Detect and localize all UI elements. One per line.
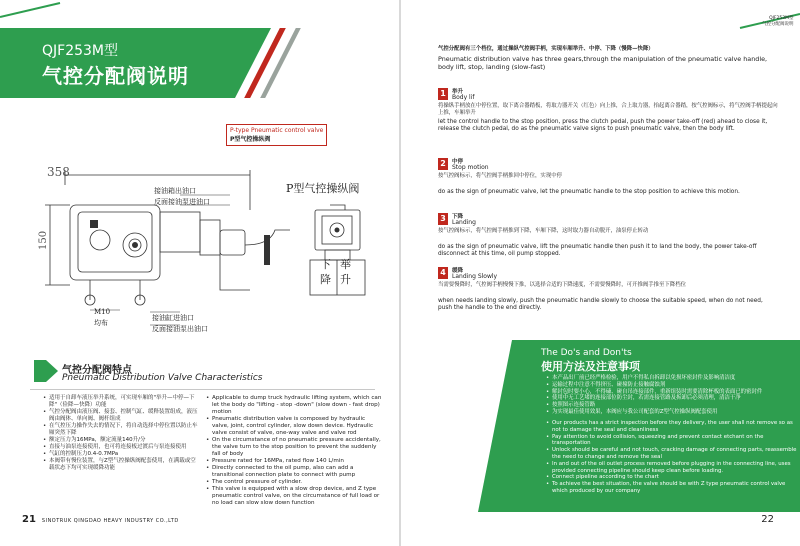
list-item: • 直接与油泵连接使用，也可将连接板过渡后与泵连接使用	[49, 444, 199, 451]
step-title-cn: 下降	[452, 214, 464, 220]
step-title-cn: 缓降	[452, 268, 464, 274]
drawing-label: P型气控操纵阀	[286, 182, 360, 195]
list-item: • 适用于自卸车液压举升系统，可实现车厢的"举升—中停—下降"（俭降—快降）功能	[49, 395, 199, 409]
step-text-en: when needs landing slowly, push the pneumatic handle slowly to choose the suitable speed, when do not need, push the handle to the end directly.	[438, 298, 763, 311]
step-text-cn: 当需要慢降时，气控阀手柄慢慢下推，以选择合适的下降速度，不需要慢降时，可开推阀手推至下降档位	[438, 282, 686, 288]
list-item: • To achieve the best situation, the valve should be with Z type pneumatic control valve which produced by our company	[552, 481, 797, 495]
step-title-en: Landing	[452, 219, 476, 226]
step-text-cn: 按气控阀标示，将气控阀手柄推回中停位，实现中停	[438, 173, 562, 179]
corner-tag-l2: 气控分配阀说明	[762, 22, 794, 27]
list-item: • 气控分配阀由液压阀、接套、控制气缸、缓释装置组成，液压阀由阀体、单向阀、阀杆组成	[49, 409, 199, 423]
footer-company: SINOTRUK QINGDAO HEAVY INDUSTRY CO.,LTD	[41, 518, 179, 524]
section-title-cn: 气控分配阀特点	[62, 365, 132, 376]
annot-m10-cn: 均布	[94, 319, 108, 327]
en-characteristics	[205, 395, 382, 507]
ptype-label	[226, 124, 327, 146]
step-title-en: Landing Slowly	[452, 273, 498, 280]
annot-pump-out: 反面接油泵出油口	[152, 325, 208, 333]
dim-width: 358	[47, 165, 70, 179]
step-number: 2	[438, 158, 448, 170]
banner-subtitle: QJF253M型	[42, 43, 119, 59]
step-number: 1	[438, 88, 448, 100]
step-title-en: Body lif	[452, 94, 475, 101]
list-item: • 使用中无工艺堵的连接部位防尘封，若需连接管路及拆卸后必须清理，清洁干净	[552, 395, 792, 402]
list-item: • 解封包时要小心，不得磕、碰自吊连接部件，重新组装时需要清除杯板的表面已的密封件	[552, 389, 792, 396]
corner-tag-l1: QJF253M型	[769, 16, 794, 21]
label-rise: 举	[340, 258, 351, 271]
dos-title-en: The Do's and Don'ts	[541, 348, 632, 358]
page-number-left: 21	[22, 514, 36, 525]
dos-panel-edge	[478, 340, 512, 512]
list-item: • 运输过程中注意不得挤压、碰撞防止接触腐蚀剂	[552, 382, 792, 389]
page-number-right: 22	[761, 514, 774, 525]
valve-drawing	[30, 150, 370, 340]
dos-cn-list	[545, 375, 792, 416]
annot-cyl-in: 接油缸进油口	[152, 314, 194, 322]
banner-title: 气控分配阀说明	[42, 64, 189, 88]
step-number: 3	[438, 213, 448, 225]
annot-m10: M10	[94, 308, 111, 316]
list-item: • 为实现最佳使用效果，本阀应与我公司配套的Z型气控操纵阀配套使用	[552, 409, 792, 416]
list-item: • 本阀带有慢位装置，与Z型气控操纵阀配套使用，在满载或空载状态下均可实现缓降功能	[49, 458, 199, 472]
dos-en-list	[545, 420, 797, 495]
label-descend: 降	[320, 273, 331, 286]
list-item: • Pneumatic distribution valve is composed by hydraulic valve, joint, control cylinder, slow down device. Hydraulic valve consist of valve, one-way valve and valve rod	[212, 416, 382, 437]
step-number: 4	[438, 267, 448, 279]
ptype-label-en: P-type Pneumatic control valve	[230, 127, 324, 134]
list-item: • On the circumstance of no pneumatic pressure accidentally, the valve turn to the stop position to prevent the suddenly fall of body	[212, 437, 382, 458]
step-text-cn: 将操纵手柄放在中停位置，取下离合器踏板，将取力器开关（红色）向上推，合上取力器，抬起离合器踏，按气控阀标示，将气控阀手柄提起向上推，车厢举升	[438, 103, 778, 116]
list-item: • Pay attention to avoid collision, squeezing and prevent contact etchant on the transportation	[552, 434, 797, 448]
dos-title-cn: 使用方法及注意事项	[541, 360, 640, 373]
list-item: • 按照图示连接管路	[552, 402, 792, 409]
footer-left	[22, 514, 179, 525]
section-title-en: Pneumatic Distribution Valve Characteristics	[62, 373, 263, 383]
list-item: • Pressure rated for 16MPa, rated flow 140 L/min	[212, 458, 382, 465]
step-title-cn: 举升	[452, 89, 464, 95]
list-item: • This valve is equipped with a slow drop device, and Z type pneumatic control valve, on the circumstance of full load or no load can slow slow down function	[212, 486, 382, 507]
section-bar	[34, 360, 46, 382]
cn-characteristics	[42, 395, 199, 472]
step-title-cn: 中停	[452, 159, 464, 165]
section-arrow	[46, 360, 58, 382]
label-lift: 升	[340, 273, 351, 286]
list-item: • 本产品出厂前已经严格检验，用户不得私自拆卸以免损坏密封件及影响清洁度	[552, 375, 792, 382]
list-item: • Directly connected to the oil pump, also can add a transitional connection plate to connect with pump	[212, 465, 382, 479]
list-item: • Applicable to dump truck hydraulic lifting system, which can let the body do "lifting - stop -down" (slow down - fast drop) motion	[212, 395, 382, 416]
ptype-label-cn: P型气控操纵阀	[230, 136, 271, 143]
step-text-en: do as the sign of pneumatic valve, lift the pneumatic handle then push it to land the body, the power take-off disconnect at this time, oil pump stopped.	[438, 244, 757, 257]
step-text-cn: 按气控阀标示，将气控阀手柄推到下降，车厢下降，这时取力器自动脱开，油泵停止转动	[438, 228, 649, 234]
list-item: • 气缸的控制压力0.4-0.7MPa	[49, 451, 199, 458]
label-down: 下	[320, 258, 331, 271]
section-rule	[30, 389, 375, 390]
dim-height: 150	[38, 230, 49, 250]
list-item: • Our products has a strict inspection before they delivery, the user shall not remove so as not to damage the seal and cleanliness	[552, 420, 797, 434]
step-text-en: do as the sign of pneumatic valve, let the pneumatic handle to the stop position to achieve this motion.	[438, 189, 740, 195]
step-title-en: Stop motion	[452, 164, 489, 171]
list-item: • 在气控压力操作失去的情况下，将自动选择中停位置以防止车厢突然下降	[49, 423, 199, 437]
annot-inlet: 接油箱出油口	[154, 187, 196, 195]
corner-tag	[762, 16, 794, 28]
list-item: • Connect pipeline according to the chart	[552, 474, 797, 481]
intro-en: Pneumatic distribution valve has three gears,through the manipulation of the pneumatic valve handle, body lift, stop, landing (slow-fast)	[438, 55, 768, 71]
list-item: • In and out of the oil outlet process removed before plugging in the connecting line, uses provided connecting pipeline should keep clean before loading.	[552, 461, 797, 475]
intro-cn: 气控分配阀有三个档位，通过操纵气控阀手柄，实现车厢举升、中停、下降（慢降—快降）	[438, 46, 654, 52]
annot-return: 反面接油泵进油口	[154, 198, 210, 206]
list-item: • The control pressure of cylinder.	[212, 479, 382, 486]
list-item: • Unlock should be careful and not touch, cracking damage of connecting parts, reassemble the need to change and remove the seal	[552, 447, 797, 461]
step-text-en: let the control handle to the stop position, press the clutch pedal, push the power take-off (red) ahead to close it, release the clutch pedal, do as the pneumatic valve signs to push pneumatic valve, then the body lift.	[438, 119, 768, 132]
list-item: • 额定压力为16MPa，额定流量140升/分	[49, 437, 199, 444]
